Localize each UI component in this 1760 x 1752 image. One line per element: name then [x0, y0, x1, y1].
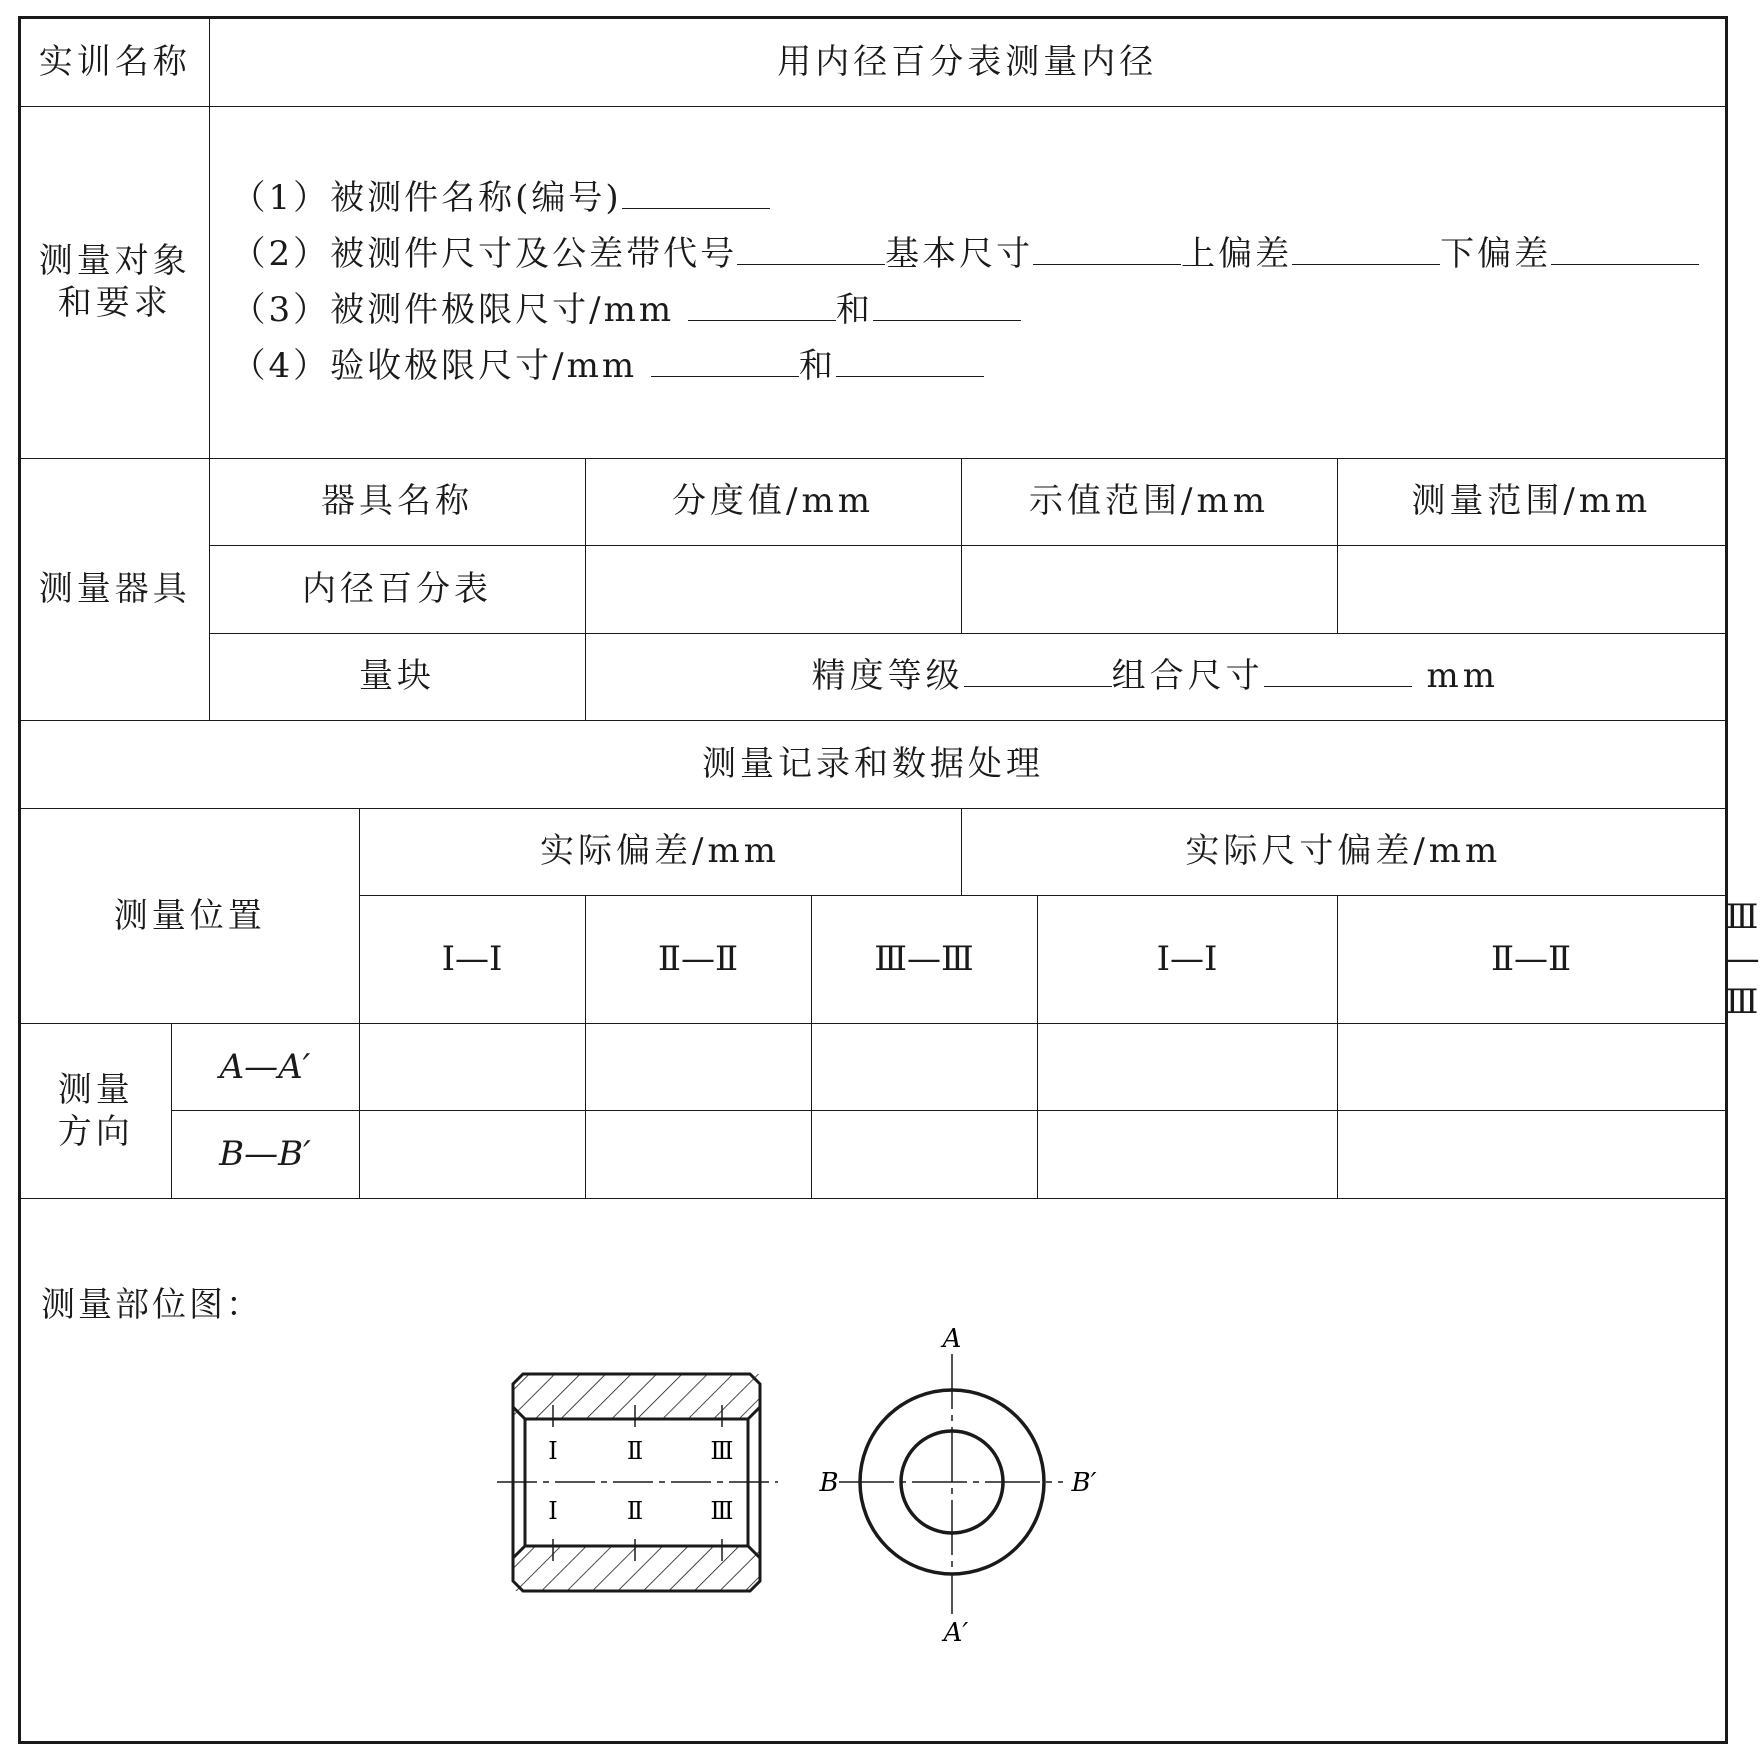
gauge-block-spec-cell: 精度等级 组合尺寸 mm: [585, 633, 1725, 720]
accuracy-grade-blank[interactable]: [964, 656, 1112, 687]
section-mark-top-1: Ⅰ: [548, 1437, 558, 1465]
limit-size-max-blank[interactable]: [873, 290, 1021, 321]
section-mark-bottom-3: Ⅲ: [710, 1497, 734, 1525]
instrument-gauge-block: 量块: [209, 633, 585, 720]
form-table: 实训名称 用内径百分表测量内径 测量对象 和要求 （1）被测件名称(编号) （2）被测件尺寸及公差带代号 基本尺寸 上偏差 下偏差 （3）被测件极限尺寸/mm 和 （4）验收极限尺寸/mm 和 测量器具 器具名称 分度值/mm 示值范围/mm 测量范围/mm 内径百分表 量块 精度等级 组合尺寸 mm 测量记录和数据处理 测量位置 实际偏差/mm 实际尺寸偏差/mm Ⅰ—Ⅰ Ⅱ—Ⅱ Ⅲ—Ⅲ Ⅰ—Ⅰ Ⅱ—Ⅱ Ⅲ—Ⅲ 测量 方向 A—A′ B—B′: [21, 19, 1725, 1199]
section-header-4: Ⅰ—Ⅰ: [1037, 895, 1337, 1024]
record-cell[interactable]: [359, 1024, 585, 1111]
bore-gauge-indication-range-cell[interactable]: [961, 545, 1337, 633]
actual-deviation-header: 实际偏差/mm: [359, 808, 961, 895]
actual-size-deviation-header: 实际尺寸偏差/mm: [961, 808, 1725, 895]
record-cell[interactable]: [1337, 1024, 1725, 1111]
training-title: 用内径百分表测量内径: [209, 19, 1725, 106]
upper-deviation-blank[interactable]: [1292, 234, 1440, 265]
part-name-blank[interactable]: [622, 178, 770, 209]
bore-gauge-measuring-range-cell[interactable]: [1337, 545, 1725, 633]
measurement-diagram: [21, 1169, 1725, 1744]
axis-label-b-prime: B′: [1071, 1468, 1097, 1498]
training-name-label: 实训名称: [21, 19, 209, 106]
req-line-2: （2）被测件尺寸及公差带代号 基本尺寸 上偏差 下偏差: [232, 226, 1726, 282]
requirements-cell: [209, 106, 1725, 458]
basic-size-blank[interactable]: [1033, 234, 1181, 265]
section-mark-top-2: Ⅱ: [626, 1437, 644, 1465]
req-line-3: （3）被测件极限尺寸/mm 和: [232, 282, 1726, 338]
section-mark-bottom-2: Ⅱ: [626, 1497, 644, 1525]
section-mark-bottom-1: Ⅰ: [548, 1497, 558, 1525]
record-cell[interactable]: [585, 1024, 811, 1111]
diagram-area: [21, 1169, 1725, 1744]
measurement-form: [18, 16, 1760, 1744]
object-label: [21, 106, 209, 458]
record-cell[interactable]: [811, 1024, 1037, 1111]
position-label: 测量位置: [21, 808, 359, 1024]
bore-gauge-resolution-cell[interactable]: [585, 545, 961, 633]
records-title: 测量记录和数据处理: [21, 720, 1725, 808]
req-line-4: （4）验收极限尺寸/mm 和: [232, 338, 1726, 394]
direction-a: A—A′: [171, 1024, 359, 1111]
direction-label: 测量 方向: [21, 1024, 171, 1199]
axis-label-a: A: [942, 1324, 962, 1354]
section-mark-top-3: Ⅲ: [710, 1437, 734, 1465]
combined-size-blank[interactable]: [1264, 656, 1412, 687]
instrument-header-resolution: 分度值/mm: [585, 458, 961, 545]
direction-b: B—B′: [171, 1111, 359, 1199]
tolerance-code-blank[interactable]: [737, 234, 885, 265]
object-label-line1: 测量对象: [38, 240, 191, 281]
acceptance-limit-min-blank[interactable]: [651, 346, 799, 377]
limit-size-min-blank[interactable]: [688, 290, 836, 321]
req-line-1: （1）被测件名称(编号): [232, 170, 1726, 226]
section-header-5: Ⅱ—Ⅱ: [1337, 895, 1725, 1024]
instrument-bore-gauge: 内径百分表: [209, 545, 585, 633]
instrument-header-indication-range: 示值范围/mm: [961, 458, 1337, 545]
object-label-line2: 和要求: [57, 283, 172, 323]
section-header-3: Ⅲ—Ⅲ: [811, 895, 1037, 1024]
instrument-header-measuring-range: 测量范围/mm: [1337, 458, 1725, 545]
record-cell[interactable]: [1037, 1024, 1337, 1111]
axis-label-a-prime: A′: [943, 1618, 969, 1648]
section-header-1: Ⅰ—Ⅰ: [359, 895, 585, 1024]
instrument-header-name: 器具名称: [209, 458, 585, 545]
lower-wall: [513, 1546, 760, 1591]
lower-deviation-blank[interactable]: [1551, 234, 1699, 265]
ring-view: [818, 1324, 1096, 1648]
acceptance-limit-max-blank[interactable]: [836, 346, 984, 377]
axis-label-b: B: [819, 1468, 839, 1498]
instruments-label: 测量器具: [21, 458, 209, 720]
upper-wall: [513, 1374, 760, 1419]
diagram-label: 测量部位图：: [41, 1285, 263, 1325]
section-header-2: Ⅱ—Ⅱ: [585, 895, 811, 1024]
sleeve-section: [497, 1374, 778, 1591]
